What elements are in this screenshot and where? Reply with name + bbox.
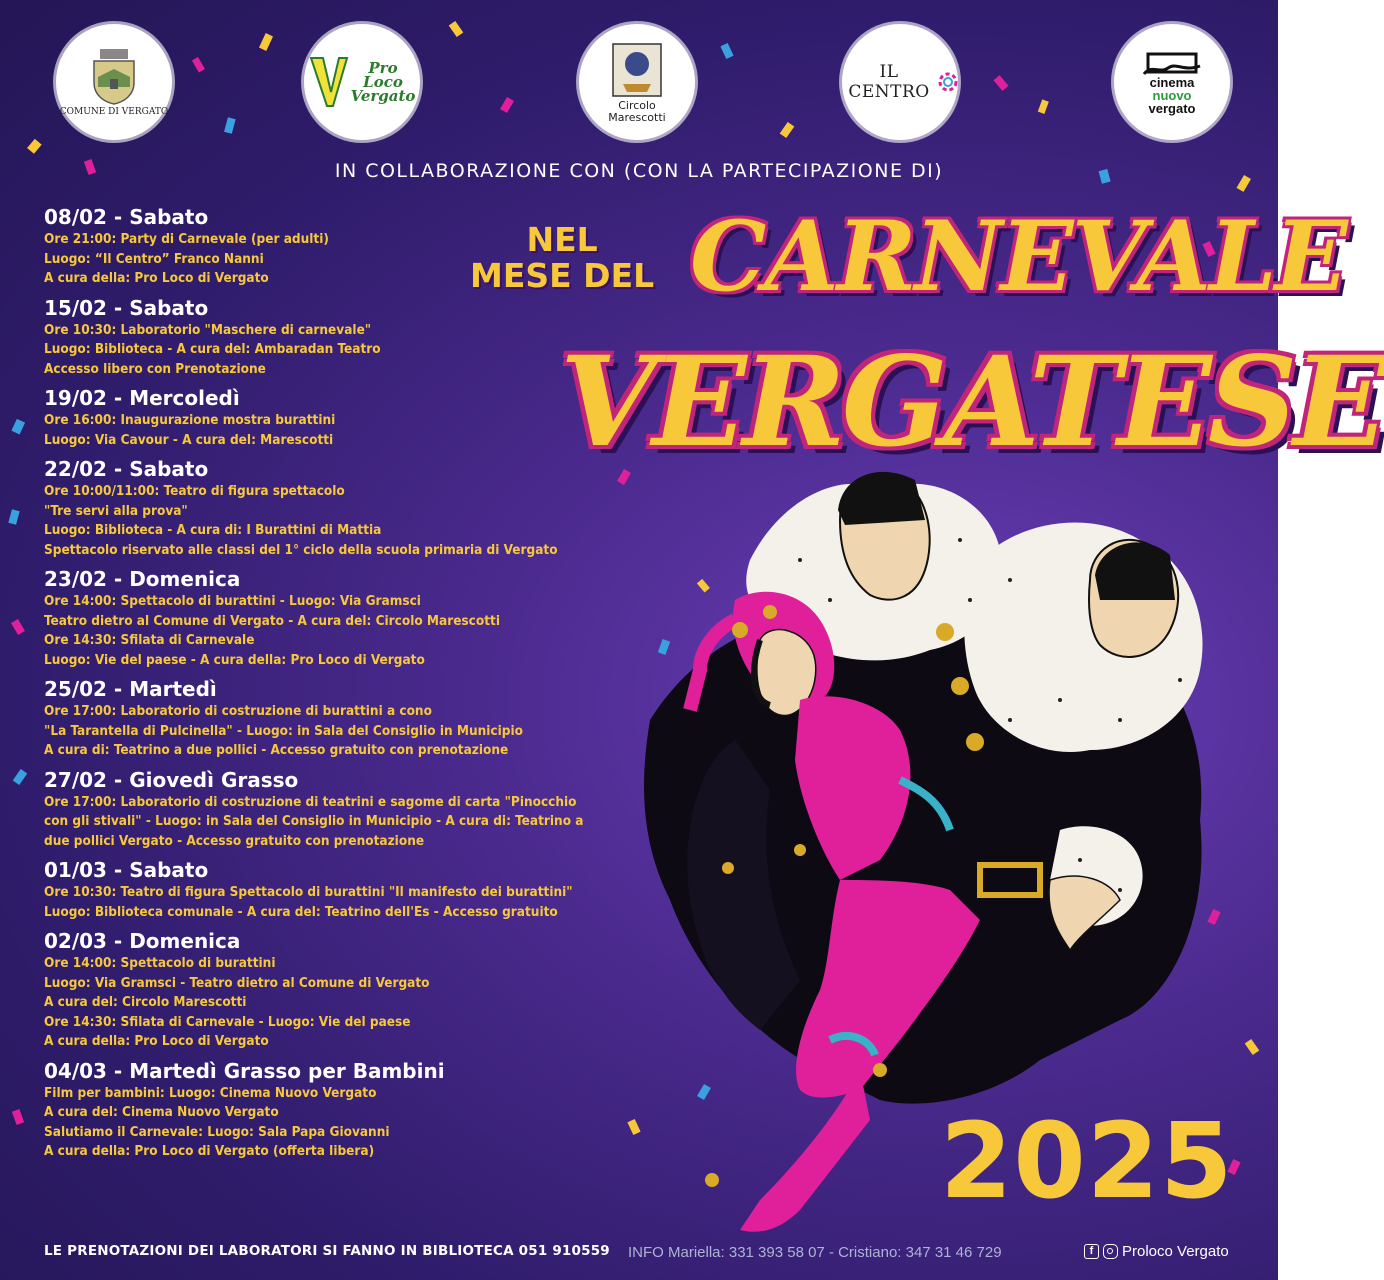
event-date: 25/02 - Martedì (44, 677, 217, 701)
pro-loco-word-2: Loco (363, 73, 403, 91)
event-line: A cura della: Pro Loco di Vergato (44, 270, 269, 286)
title-vergatese: VERGATESE (560, 330, 1384, 475)
il-centro-logo (842, 24, 958, 140)
event-line: A cura di: Teatrino a due pollici - Accesso gratuito con prenotazione (44, 742, 509, 758)
event-item (44, 386, 704, 450)
event-item (44, 768, 704, 852)
event-item (44, 1059, 704, 1162)
event-line: Ore 21:00: Party di Carnevale (per adulti) (44, 231, 329, 247)
pro-loco-word-1: Pro (368, 59, 398, 77)
comune-di-vergato-logo (56, 24, 172, 140)
event-date: 22/02 - Sabato (44, 457, 209, 481)
event-item (44, 929, 704, 1052)
cinema-word-1: cinema (1149, 74, 1195, 90)
event-line: Ore 14:00: Spettacolo di burattini - Luogo: Via Gramsci (44, 593, 421, 609)
collaboration-line: IN COLLABORAZIONE CON (CON LA PARTECIPAZIONE DI) (334, 160, 944, 182)
event-line: A cura della: Pro Loco di Vergato (44, 1033, 269, 1049)
pro-loco-vergato-logo (304, 24, 420, 140)
comune-caption: COMUNE DI VERGATO (59, 107, 169, 117)
event-date: 02/03 - Domenica (44, 929, 241, 953)
event-line: Luogo: Via Cavour - A cura del: Marescotti (44, 431, 334, 448)
event-line: "Tre servi alla prova" (44, 502, 188, 519)
cinema-nuovo-vergato-logo (1114, 24, 1230, 140)
event-line: A cura della: Pro Loco di Vergato (offerta libera) (44, 1143, 375, 1159)
event-line: Luogo: “Il Centro” Franco Nanni (44, 250, 264, 267)
event-line: Ore 10:30: Laboratorio "Maschere di carnevale" (44, 321, 372, 338)
event-line: A cura del: Circolo Marescotti (44, 994, 247, 1010)
event-line: Ore 17:00: Laboratorio di costruzione di burattini a cono (44, 703, 432, 719)
event-date: 15/02 - Sabato (44, 295, 209, 320)
facebook-icon[interactable]: f (1084, 1244, 1099, 1259)
event-date: 01/03 - Sabato (44, 858, 209, 882)
cinema-word-2: nuovo (1152, 87, 1192, 103)
event-date: 27/02 - Giovedì Grasso (44, 767, 299, 792)
title-pre-1: NEL (526, 220, 598, 259)
pro-loco-word-3: Vergato (350, 87, 416, 105)
social-name: Proloco Vergato (1122, 1243, 1229, 1260)
event-line: due pollici Vergato - Accesso gratuito con prenotazione (44, 832, 425, 849)
event-line: Luogo: Biblioteca - A cura del: Ambaradan Teatro (44, 341, 381, 357)
event-line: "La Tarantella di Pulcinella" - Luogo: in Sala del Consiglio in Municipio (44, 722, 523, 739)
event-schedule (44, 205, 704, 1169)
event-line: Luogo: Biblioteca comunale - A cura del: Teatrino dell'Es - Accesso gratuito (44, 903, 558, 920)
event-line: Ore 10:30: Teatro di figura Spettacolo di burattini "Il manifesto dei burattini" (44, 884, 573, 900)
event-date: 04/03 - Martedì Grasso per Bambini (44, 1058, 445, 1083)
event-line: Salutiamo il Carnevale: Luogo: Sala Papa Giovanni (44, 1123, 390, 1140)
film-icon (1142, 50, 1202, 76)
circolo-caption: Circolo Marescotti (608, 99, 666, 124)
circolo-marescotti-logo (579, 24, 695, 140)
event-line: Ore 17:00: Laboratorio di costruzione di teatrini e sagome di carta "Pinocchio (44, 793, 577, 810)
event-line: Ore 14:30: Sfilata di Carnevale (44, 632, 255, 648)
title-pre-2: MESE DEL (470, 256, 655, 295)
event-line: Spettacolo riservato alle classi del 1° ciclo della scuola primaria di Vergato (44, 541, 558, 558)
event-line: Teatro dietro al Comune di Vergato - A cura del: Circolo Marescotti (44, 612, 500, 629)
event-item (44, 457, 704, 560)
instagram-icon[interactable] (1103, 1244, 1118, 1259)
event-item (44, 205, 704, 289)
il-centro-wordmark: IL CENTRO (848, 62, 930, 102)
event-date: 19/02 - Mercoledì (44, 386, 240, 410)
event-line: A cura del: Cinema Nuovo Vergato (44, 1104, 279, 1120)
info-contacts: INFO Mariella: 331 393 58 07 - Cristiano: 347 31 46 729 (628, 1244, 1002, 1261)
booking-note: LE PRENOTAZIONI DEI LABORATORI SI FANNO IN BIBLIOTECA 051 910559 (44, 1243, 610, 1259)
event-line: Luogo: Biblioteca - A cura di: I Burattini di Mattia (44, 522, 382, 538)
pro-loco-v-icon (309, 54, 349, 110)
event-item (44, 677, 704, 761)
event-line: con gli stivali" - Luogo: in Sala del Consiglio in Municipio - A cura di: Teatrino a (44, 813, 584, 829)
title-carnevale: CARNEVALE (690, 200, 1346, 313)
puppet-theatre-icon (609, 40, 665, 100)
event-line: Luogo: Via Gramsci - Teatro dietro al Comune di Vergato (44, 974, 430, 991)
event-item (44, 296, 704, 380)
event-item (44, 858, 704, 922)
colour-wheel-icon (938, 72, 958, 92)
event-line: Ore 14:00: Spettacolo di burattini (44, 955, 276, 971)
event-line: Ore 14:30: Sfilata di Carnevale - Luogo: Vie del paese (44, 1013, 411, 1030)
cinema-word-3: vergato (1148, 100, 1196, 116)
social-handle[interactable] (1084, 1243, 1229, 1260)
event-line: Luogo: Vie del paese - A cura della: Pro Loco di Vergato (44, 651, 425, 668)
year: 2025 (940, 1100, 1234, 1222)
event-line: Accesso libero con Prenotazione (44, 360, 266, 377)
event-date: 23/02 - Domenica (44, 567, 241, 591)
event-line: Ore 16:00: Inaugurazione mostra burattini (44, 412, 336, 428)
event-line: Ore 10:00/11:00: Teatro di figura spettacolo (44, 483, 345, 499)
event-date: 08/02 - Sabato (44, 205, 209, 229)
event-line: Film per bambini: Luogo: Cinema Nuovo Vergato (44, 1084, 377, 1101)
crest-icon (90, 47, 138, 105)
event-item (44, 567, 704, 670)
